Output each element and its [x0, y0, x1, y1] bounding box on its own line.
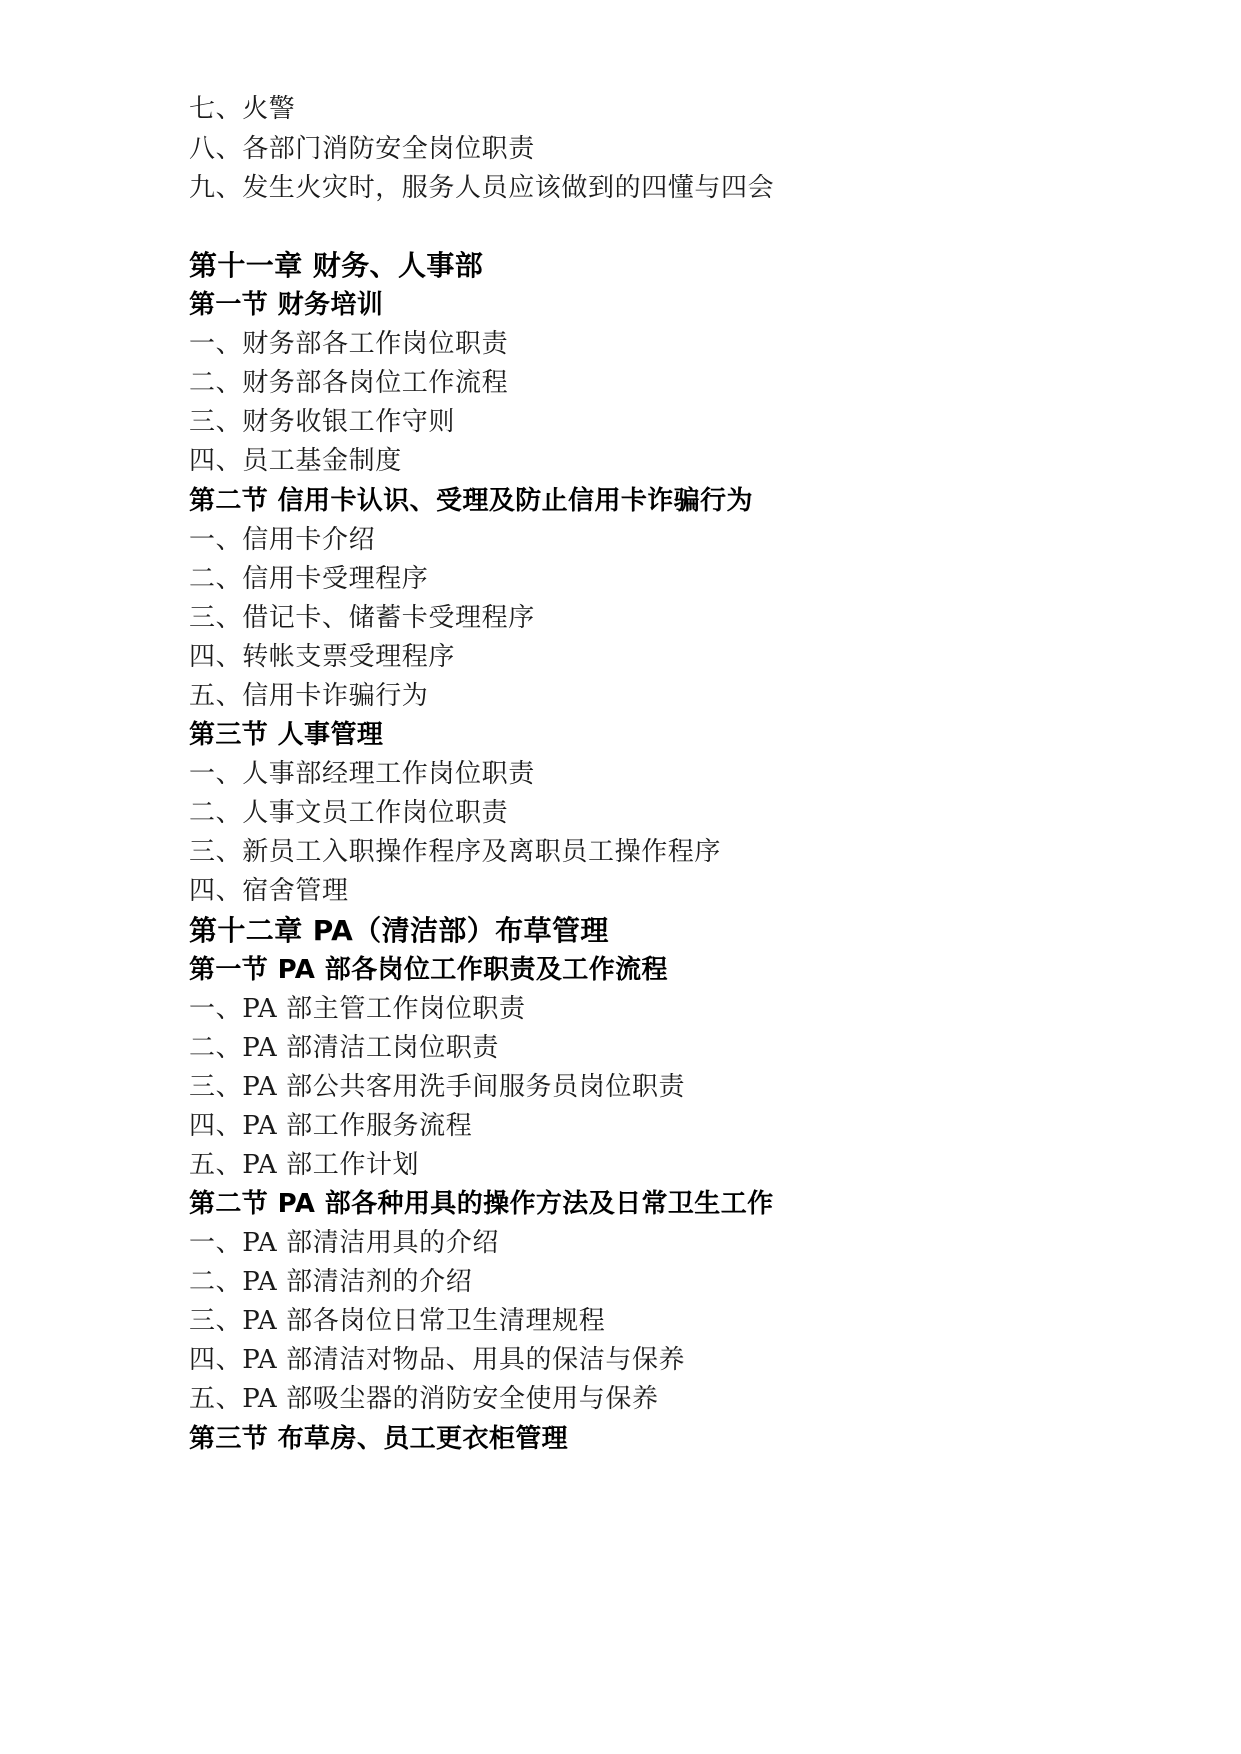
list-item: 三、借记卡、储蓄卡受理程序	[189, 603, 535, 633]
list-item: 三、财务收银工作守则	[189, 407, 456, 437]
chapter-heading: 第十二章 PA（清洁部）布草管理	[189, 914, 609, 947]
section-heading: 第一节 财务培训	[189, 290, 384, 320]
section-heading: 第三节 布草房、员工更衣柜管理	[189, 1424, 569, 1454]
list-item: 一、PA 部主管工作岗位职责	[189, 994, 526, 1024]
list-item: 二、人事文员工作岗位职责	[189, 798, 509, 828]
section-heading: 第二节 PA 部各种用具的操作方法及日常卫生工作	[189, 1189, 774, 1219]
section-heading: 第二节 信用卡认识、受理及防止信用卡诈骗行为	[189, 486, 753, 516]
chapter-heading: 第十一章 财务、人事部	[189, 249, 484, 282]
list-item: 八、各部门消防安全岗位职责	[189, 134, 535, 164]
list-item: 九、发生火灾时，服务人员应该做到的四懂与四会	[189, 173, 775, 203]
list-item: 五、PA 部工作计划	[189, 1150, 420, 1180]
list-item: 七、火警	[189, 94, 296, 124]
list-item: 二、信用卡受理程序	[189, 564, 429, 594]
list-item: 一、信用卡介绍	[189, 525, 376, 555]
list-item: 一、财务部各工作岗位职责	[189, 329, 509, 359]
list-item: 四、员工基金制度	[189, 446, 402, 476]
list-item: 五、信用卡诈骗行为	[189, 681, 429, 711]
list-item: 五、PA 部吸尘器的消防安全使用与保养	[189, 1384, 659, 1414]
list-item: 三、PA 部公共客用洗手间服务员岗位职责	[189, 1072, 686, 1102]
section-heading: 第一节 PA 部各岗位工作职责及工作流程	[189, 955, 668, 985]
list-item: 三、PA 部各岗位日常卫生清理规程	[189, 1306, 606, 1336]
list-item: 四、宿舍管理	[189, 876, 349, 906]
list-item: 四、PA 部清洁对物品、用具的保洁与保养	[189, 1345, 686, 1375]
list-item: 二、PA 部清洁剂的介绍	[189, 1267, 473, 1297]
list-item: 一、PA 部清洁用具的介绍	[189, 1228, 499, 1258]
list-item: 四、转帐支票受理程序	[189, 642, 456, 672]
list-item: 一、人事部经理工作岗位职责	[189, 759, 535, 789]
list-item: 二、财务部各岗位工作流程	[189, 368, 509, 398]
list-item: 三、新员工入职操作程序及离职员工操作程序	[189, 837, 722, 867]
list-item: 四、PA 部工作服务流程	[189, 1111, 473, 1141]
section-heading: 第三节 人事管理	[189, 720, 384, 750]
list-item: 二、PA 部清洁工岗位职责	[189, 1033, 499, 1063]
